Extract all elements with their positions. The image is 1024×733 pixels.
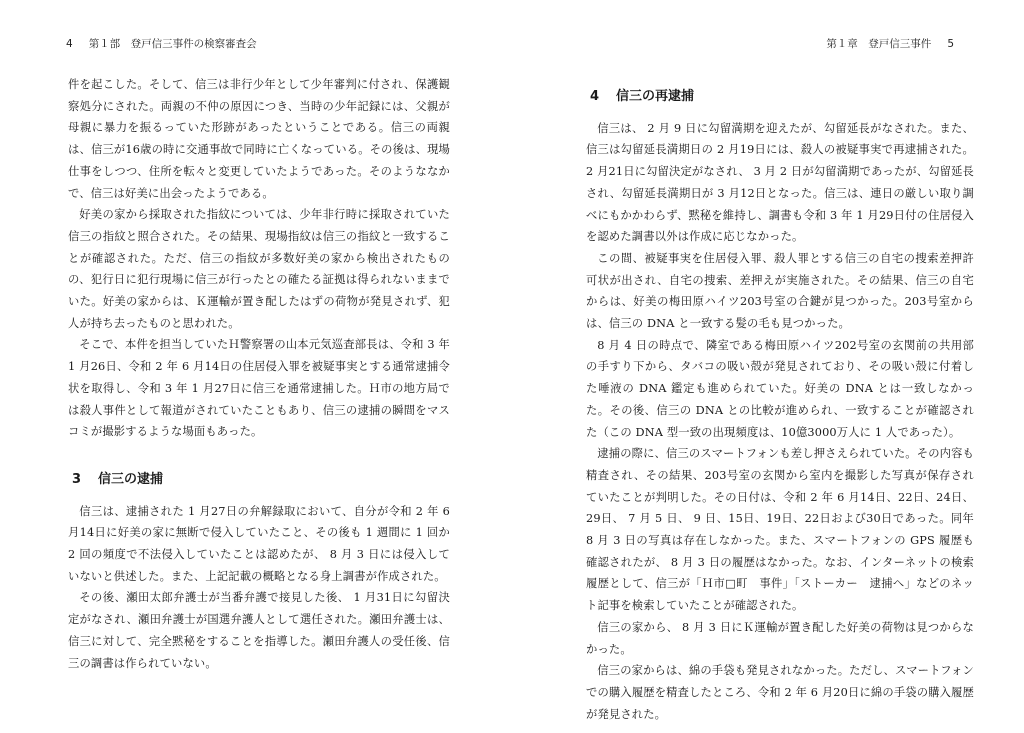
right-text-column bbox=[586, 86, 974, 725]
section-4-heading bbox=[586, 86, 974, 108]
left-text-column bbox=[68, 74, 450, 674]
section-3-paragraph-1: 信三は、逮捕された 1 月27日の弁解録取において、自分が令和 2 年 6 月14日に好美の家に無断で侵入していたこと、その後も 1 週間に 1 回か 2 回の頻度で不法侵入していたことは認めたが、 8 月 3 日には侵入していないと供述した。また、上記記載の概略となる身上調書が作成された。 bbox=[68, 504, 450, 583]
section-4-paragraph-2: この間、被疑事実を住居侵入罪、殺人罪とする信三の自宅の捜索差押許可状が出され、自宅の捜索、差押えが実施された。その結果、信三の自宅からは、好美の梅田原ハイツ203号室の合鍵が見つかった。203号室からは、信三の DNA と一致する髪の毛も見つかった。 bbox=[586, 251, 974, 331]
section-4-paragraph-4: 逮捕の際に、信三のスマートフォンも差し押さえられていた。その内容も精査され、その結果、203号室の玄関から室内を撮影した写真が保存されていたことが判明した。その日付は、令和 2 年 6 月14日、22日、24日、29日、 7 月 5 日、 9 日、15日、19日、22日および30日であった。同年 8 月 3 日の写真は存在しなかった。また、スマートフォンの GPS 履歴も確認されたが、 8 月 3 日の履歴はなかった。なお、インターネットの検索履歴として、信三が「Ｈ市□町 事件」「ストーカー 逮捕へ」などのネット記事を検索していたことが確認された。 bbox=[586, 447, 974, 613]
right-page-number: 5 bbox=[947, 38, 954, 50]
section-4-title: 信三の再逮捕 bbox=[616, 89, 695, 104]
section-3-number: 3 bbox=[72, 471, 82, 487]
section-4-paragraph-3: 8 月 4 日の時点で、隣室である梅田原ハイツ202号室の玄関前の共用部の手すり下から、タバコの吸い殻が発見されており、その吸い殻に付着した唾液の DNA 鑑定も進められていた。好美の DNA とは一致しなかった。その後、信三の DNA との比較が進められ、一致することが確認された（この DNA 型一致の出現頻度は、10億3000万人に 1 人であった）。 bbox=[586, 338, 974, 439]
section-3-title: 信三の逮捕 bbox=[98, 471, 164, 487]
section-3-paragraph-2: その後、瀬田太郎弁護士が当番弁護で接見した後、 1 月31日に勾留決定がなされ、瀬田弁護士が国選弁護人として選任された。瀬田弁護士は、信三に対して、完全黙秘をすることを指導した。瀬田弁護人の受任後、信三の調書は作られていない。 bbox=[68, 591, 450, 670]
right-running-head bbox=[826, 37, 954, 51]
left-running-head-title: 第１部 登戸信三事件の検察審査会 bbox=[88, 38, 257, 50]
section-3-heading bbox=[68, 469, 450, 491]
right-running-head-title: 第１章 登戸信三事件 bbox=[826, 38, 932, 50]
section-4-number: 4 bbox=[590, 89, 600, 104]
left-paragraph-2: 好美の家から採取された指紋については、少年非行時に採取されていた信三の指紋と照合された。その結果、現場指紋は信三の指紋と一致することが確認された。ただ、信三の指紋が多数好美の家から検出されたものの、犯行日に犯行現場に信三が行ったとの確たる証拠は得られないままでいた。好美の家からは、Ｋ運輸が置き配したはずの荷物が発見されず、犯人が持ち去ったものと思われた。 bbox=[68, 208, 450, 330]
left-page-number: 4 bbox=[66, 38, 73, 50]
left-running-head bbox=[66, 37, 257, 51]
section-4-paragraph-6: 信三の家からは、綿の手袋も発見されなかった。ただし、スマートフォンでの購入履歴を精査したところ、令和 2 年 6 月20日に綿の手袋の購入履歴が発見された。 bbox=[586, 664, 974, 721]
section-4-paragraph-5: 信三の家から、 8 月 3 日にＫ運輸が置き配した好美の荷物は見つからなかった。 bbox=[586, 620, 974, 656]
left-paragraph-1: 件を起こした。そして、信三は非行少年として少年審判に付され、保護観察処分にされた。両親の不仲の原因につき、当時の少年記録には、父親が母親に暴力を振るっていた形跡があったということである。信三の両親は、信三が16歳の時に交通事故で同時に亡くなっている。その後は、現場仕事をしつつ、住所を転々と変更していたようであった。そのようななかで、信三は好美に出会ったようである。 bbox=[68, 78, 450, 200]
left-paragraph-3: そこで、本件を担当していたＨ警察署の山本元気巡査部長は、令和 3 年 1 月26日、令和 2 年 6 月14日の住居侵入罪を被疑事実とする通常逮捕令状を取得し、令和 3 年 1 月27日に信三を通常逮捕した。Ｈ市の地方局では殺人事件として報道がされていたこともあり、信三の逮捕の瞬間をマスコミが撮影するような場面もあった。 bbox=[68, 338, 450, 439]
right-page bbox=[512, 0, 1024, 733]
section-4-paragraph-1: 信三は、 2 月 9 日に勾留満期を迎えたが、勾留延長がなされた。また、信三は勾留延長満期日の 2 月19日には、殺人の被疑事実で再逮捕された。 2 月21日に勾留決定がなされ、 3 月 2 日が勾留満期であったが、勾留延長され、勾留延長満期日が 3 月12日となった。信三は、連日の厳しい取り調べにもかかわらず、黙秘を維持し、調書も令和 3 年 1 月29日付の住居侵入を認めた調書以外は作成に応じなかった。 bbox=[586, 121, 974, 244]
